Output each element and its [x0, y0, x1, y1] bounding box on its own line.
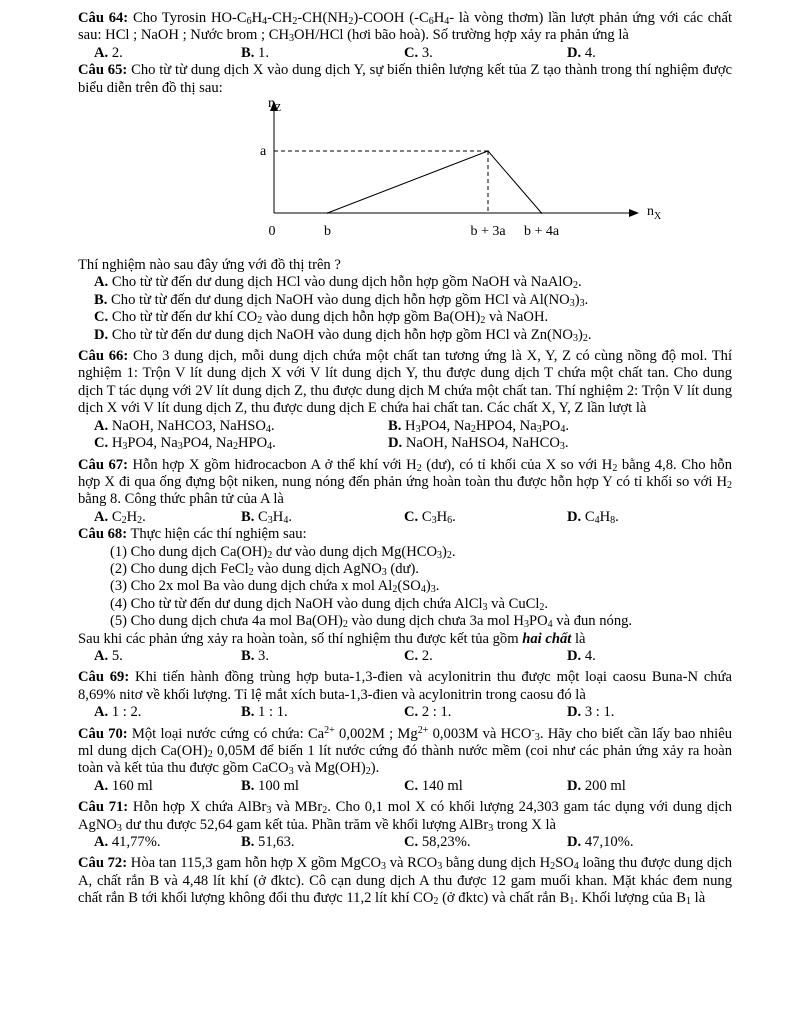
- x-tick-label: b + 4a: [523, 224, 560, 240]
- y-axis-label: $n_Z$: [268, 97, 282, 115]
- question-66-options-row1: [78, 418, 732, 435]
- experiment-4: (4) Cho từ từ đến dư dung dịch NaOH vào dung dịch chứa AlCl$_3$ và CuCl$_2$.: [110, 595, 549, 613]
- option-b[interactable]: B. 3.: [241, 647, 269, 664]
- question-64-options: [78, 45, 732, 62]
- option-d[interactable]: D. 4.: [567, 44, 596, 61]
- question-text: Cho Tyrosin $HO-C_6H_4-CH_2-CH(NH_2)$-COOH ($-C_6H_4-$ là vòng thơm) lần lượt phản ứng với các chất sau: HCl ; NaOH ; Nước brom ; $CH_3OH$/HCl (hơi bão hoà). Số trường hợp xảy ra phản ứng là: [78, 10, 732, 45]
- question-66-options-row2: [78, 435, 732, 452]
- option-b[interactable]: B. Cho từ từ đến dư dung dịch NaOH vào dung dịch hỗn hợp gồm HCl và $Al(NO_3)_3$.: [94, 291, 589, 309]
- option-b[interactable]: B. $H_3PO4$, $Na_2HPO4$, $Na_3PO_4$.: [388, 417, 569, 435]
- experiment-2: (2) Cho dung dịch FeCl$_2$ vào dung dịch AgNO$_3$ (dư).: [110, 560, 419, 578]
- option-a[interactable]: A. 160 ml: [94, 777, 153, 794]
- question-number: Câu 68:: [78, 526, 128, 543]
- chart-svg: [78, 97, 732, 257]
- x-tick-label: 0: [268, 224, 276, 240]
- question-text: Khi tiến hành đồng trùng hợp buta-1,3-đien và acylonitrin thu được một loại caosu Buna-N chứa 8,69% nitơ về khối lượng. Tỉ lệ mắt xích buta-1,3-đien và acylonitrin trong caosu đó là: [78, 669, 732, 703]
- question-69-options: [78, 704, 732, 721]
- question-69: [78, 669, 732, 704]
- question-64: [78, 10, 732, 45]
- option-b[interactable]: B. 100 ml: [241, 777, 299, 794]
- option-d[interactable]: D. 4.: [567, 647, 596, 664]
- x-tick-label: b + 3a: [470, 224, 506, 240]
- option-b[interactable]: B. 1.: [241, 44, 269, 61]
- option-b[interactable]: B. $C_3H_4$.: [241, 508, 292, 526]
- question-number: Câu 72:: [78, 855, 128, 872]
- option-a[interactable]: A. 2.: [94, 44, 123, 61]
- question-71-options: [78, 834, 732, 851]
- question-65: [78, 62, 732, 97]
- question-number: Câu 67:: [78, 456, 128, 473]
- question-number: Câu 65:: [78, 62, 128, 79]
- option-b[interactable]: B. 1 : 1.: [241, 704, 288, 721]
- option-a[interactable]: A. 5.: [94, 647, 123, 664]
- option-b[interactable]: B. 51,63.: [241, 834, 295, 851]
- x-axis-label: $n_X$: [647, 204, 662, 223]
- question-67: [78, 457, 732, 509]
- x-tick-label: b: [324, 224, 331, 240]
- question-text: Hòa tan 115,3 gam hỗn hợp X gồm MgCO$_3$ và $RCO_3$ bằng dung dịch $H_2SO_4$ loãng thu được dung dịch A, chất rắn B và 4,48 lít khí (ở đktc). Cô cạn dung dịch A thu được 12 gam muối khan. Mặt khác đem nung chất rắn B tới khối lượng không đổi thu được 11,2 lít khí $CO_2$ (ở đktc) và chất rắn $B_1$. Khối lượng của $B_1$ là: [78, 855, 732, 908]
- option-c[interactable]: C. $H_3PO4$, $Na_3PO4$, $Na_2HPO_4$.: [94, 435, 276, 453]
- option-d[interactable]: D. 47,10%.: [567, 834, 634, 851]
- question-70: [78, 726, 732, 778]
- data-point: [541, 212, 543, 214]
- option-a[interactable]: A. Cho từ từ đến dư dung dịch HCl vào dung dịch hỗn hợp gồm NaOH và NaAlO$_2$.: [94, 274, 582, 292]
- option-d[interactable]: D. NaOH, NaHSO4, NaHCO$_3$.: [388, 435, 569, 453]
- experiment-3: (3) Cho 2x mol Ba vào dung dịch chứa x mol $Al_2(SO_4)_3$.: [110, 578, 440, 596]
- question-number: Câu 70:: [78, 725, 128, 742]
- question-text: Hỗn hợp X gồm hiđrocacbon A ở thể khí với $H_2$ (dư), có tỉ khối của X so với $H_2$ bằng 4,8. Cho hỗn hợp X đi qua ống đựng bột niken, nung nóng đến phản ứng hoàn toàn thu được hỗn hợp Y có tỉ khối so với $H_2$ bằng 8. Công thức phân tử của A là: [78, 456, 732, 508]
- emphasis: hai chất: [522, 630, 572, 647]
- option-a[interactable]: A. $C_2H_2$.: [94, 508, 146, 526]
- option-c[interactable]: C. 3.: [404, 44, 433, 61]
- option-d[interactable]: D. Cho từ từ đến dư dung dịch NaOH vào dung dịch hỗn hợp gồm HCl và $Zn(NO_3)_2$.: [94, 326, 592, 344]
- question-number: Câu 71:: [78, 799, 129, 816]
- option-a[interactable]: A. NaOH, NaHCO3, NaHSO$_4$.: [94, 417, 275, 435]
- option-c[interactable]: C. 2 : 1.: [404, 704, 452, 721]
- option-c[interactable]: C. Cho từ từ đến dư khí $CO_2$ vào dung dịch hỗn hợp gồm $Ba(OH)_2$ và NaOH.: [94, 309, 549, 327]
- question-71: [78, 799, 732, 834]
- question-text: Thực hiện các thí nghiệm sau:: [130, 526, 307, 543]
- question-number: Câu 64:: [78, 10, 129, 26]
- experiment-5: (5) Cho dung dịch chưa 4a mol $Ba(OH)_2$ vào dung dịch chưa 3a mol $H_3PO_4$ và đun nóng.: [110, 613, 633, 631]
- question-number: Câu 69:: [78, 669, 130, 686]
- x-axis-arrow: [629, 209, 639, 217]
- y-tick-label: a: [260, 144, 267, 160]
- option-d[interactable]: D. 3 : 1.: [567, 704, 615, 721]
- experiment-1: (1) Cho dung dịch $Ca(OH)_2$ dư vào dung dịch $Mg(HCO_3)_2$.: [110, 543, 456, 561]
- option-c[interactable]: C. 2.: [404, 647, 433, 664]
- option-d[interactable]: D. 200 ml: [567, 777, 626, 794]
- option-d[interactable]: D. $C_4H_8$.: [567, 508, 619, 526]
- precipitate-chart: [78, 97, 732, 257]
- question-66: [78, 348, 732, 418]
- question-68-options: [78, 648, 732, 665]
- question-68: [78, 526, 732, 543]
- option-a[interactable]: A. 41,77%.: [94, 834, 161, 851]
- series-line: [328, 151, 542, 213]
- question-text: Một loại nước cứng có chứa: $Ca^{2+}$ 0,002M ; $Mg^{2+}$ 0,003M và $HCO^-_3$. Hãy cho biết cần lấy bao nhiêu ml dung dịch $Ca(OH)_2$ 0,05M để biến 1 lít nước cứng đó thành nước mềm (coi như các phản ứng xảy ra hoàn toàn và kết tủa thu được gồm CaCO$_3$ và $Mg(OH)_2$).: [78, 724, 733, 778]
- question-68-prompt: Sau khi các phản ứng xảy ra hoàn toàn, số thí nghiệm thu được kết tủa gồm hai chất là: [78, 630, 586, 647]
- question-number: Câu 66:: [78, 348, 129, 365]
- question-67-options: [78, 509, 732, 526]
- option-c[interactable]: C. 58,23%.: [404, 834, 471, 851]
- data-point: [487, 150, 489, 152]
- data-point: [327, 212, 329, 214]
- question-text: Hỗn hợp X chứa AlBr$_3$ và MBr$_2$. Cho 0,1 mol X có khối lượng 24,303 gam tác dụng với dung dịch AgNO$_3$ dư thu được 52,64 gam kết tủa. Phần trăm về khối lượng AlBr$_3$ trong X là: [78, 799, 732, 834]
- exam-page: [78, 10, 732, 908]
- option-c[interactable]: C. 140 ml: [404, 777, 463, 794]
- option-c[interactable]: C. $C_3H_6$.: [404, 508, 456, 526]
- question-70-options: [78, 778, 732, 795]
- question-text: Cho từ từ dung dịch X vào dung dịch Y, sự biến thiên lượng kết tủa Z tạo thành trong thí nghiệm được biểu diễn trên đồ thị sau:: [78, 62, 733, 96]
- question-72: [78, 855, 732, 907]
- question-text: Cho 3 dung dịch, mỗi dung dịch chứa một chất tan tương ứng là X, Y, Z có cùng nồng độ mol. Thí nghiệm 1: Trộn V lít dung dịch X với V lít dung dịch Y, thu được dung dịch T chứa một chất tan. Cho dung dịch T tác dụng với 2V lít dung dịch Z, thu được dung dịch M chứa một chất tan. Thí nghiệm 2: Trộn V lít dung dịch X với V lít dung dịch Z, thu được dung dịch E chứa hai chất tan. Các chất X, Y, Z lần lượt là: [78, 348, 732, 417]
- question-65-prompt: Thí nghiệm nào sau đây ứng với đồ thị trên ?: [78, 257, 341, 274]
- option-a[interactable]: A. 1 : 2.: [94, 704, 142, 721]
